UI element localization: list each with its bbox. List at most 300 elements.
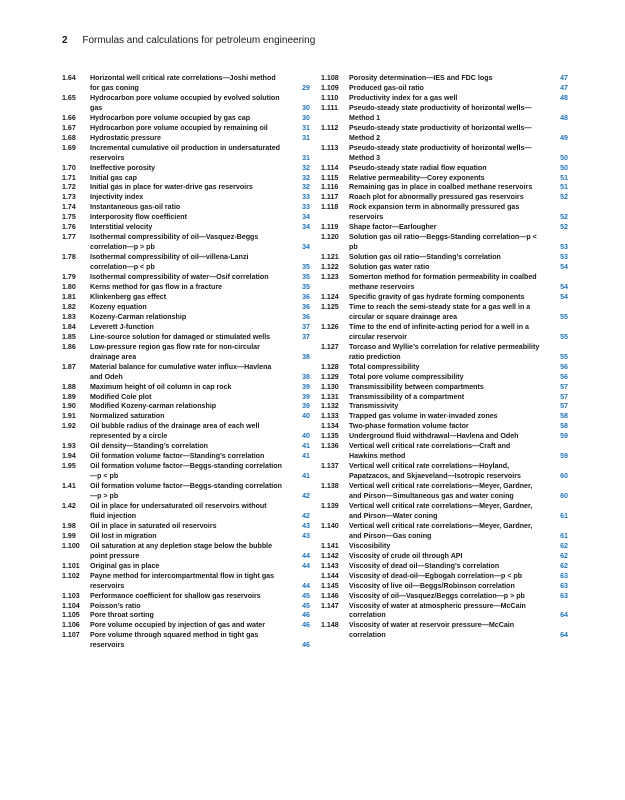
toc-entry-page-link[interactable]: 56 bbox=[560, 362, 568, 371]
toc-entry-page-link[interactable]: 33 bbox=[302, 193, 310, 202]
toc-entry-number: 1.116 bbox=[321, 183, 339, 192]
toc-entry-number: 1.126 bbox=[321, 322, 339, 331]
toc-entry-number: 1.66 bbox=[62, 113, 76, 122]
toc-entry-page-link[interactable]: 35 bbox=[302, 273, 310, 282]
toc-entry-title: Initial gas cap bbox=[90, 173, 137, 182]
toc-entry-number: 1.124 bbox=[321, 292, 339, 301]
toc-entry-page-link[interactable]: 40 bbox=[302, 432, 310, 441]
toc-entry-number: 1.42 bbox=[62, 501, 76, 510]
toc-entry-page-link[interactable]: 38 bbox=[302, 372, 310, 381]
toc-entry-page-link[interactable]: 50 bbox=[560, 163, 568, 172]
toc-entry-page-link[interactable]: 59 bbox=[560, 432, 568, 441]
toc-entry-page-link[interactable]: 52 bbox=[560, 223, 568, 232]
toc-entry-title: Oil in place for undersaturated oil reservoirs without fluid injection bbox=[90, 501, 267, 520]
toc-entry[interactable] bbox=[321, 602, 568, 622]
toc-entry[interactable] bbox=[321, 263, 568, 273]
toc-entry-title: Transmissibility of a compartment bbox=[349, 392, 465, 401]
toc-entry-title: Rock expansion term in abnormally pressured gas reservoirs bbox=[349, 203, 520, 222]
toc-entry-page-link[interactable]: 52 bbox=[560, 213, 568, 222]
toc-entry-title: Performance coefficient for shallow gas reservoirs bbox=[90, 591, 261, 600]
toc-entry-title: Horizontal well critical rate correlations—Joshi method for gas coning bbox=[90, 74, 276, 92]
toc-entry[interactable] bbox=[62, 94, 310, 114]
toc-entry-page-link[interactable]: 60 bbox=[560, 472, 568, 481]
toc-entry-number: 1.142 bbox=[321, 551, 339, 560]
toc-entry[interactable] bbox=[62, 273, 310, 283]
toc-entry-number: 1.120 bbox=[321, 233, 339, 242]
toc-entry-number: 1.75 bbox=[62, 213, 76, 222]
toc-entry-number: 1.133 bbox=[321, 412, 339, 421]
toc-entry[interactable] bbox=[62, 74, 310, 94]
toc-entry-title: Pore volume through squared method in tight gas reservoirs bbox=[90, 631, 259, 650]
toc-entry-page-link[interactable]: 57 bbox=[560, 392, 568, 401]
toc-entry-title: Modified Cole plot bbox=[90, 392, 152, 401]
toc-entry-page-link[interactable]: 55 bbox=[560, 352, 568, 361]
toc-entry-number: 1.105 bbox=[62, 611, 80, 620]
toc-entry-number: 1.134 bbox=[321, 422, 339, 431]
toc-entry-title: Hydrostatic pressure bbox=[90, 133, 161, 142]
toc-entry-title: Transmissivity bbox=[349, 402, 399, 411]
toc-entry[interactable] bbox=[321, 124, 568, 144]
toc-entry-page-link[interactable]: 58 bbox=[560, 422, 568, 431]
toc-entry[interactable] bbox=[62, 134, 310, 144]
toc-entry-number: 1.102 bbox=[62, 571, 80, 580]
toc-entry-page-link[interactable]: 60 bbox=[560, 492, 568, 501]
toc-entry-page-link[interactable]: 64 bbox=[560, 631, 568, 640]
toc-entry[interactable] bbox=[62, 183, 310, 193]
toc-entry-number: 1.98 bbox=[62, 521, 76, 530]
toc-entry[interactable] bbox=[321, 223, 568, 233]
toc-entry-page-link[interactable]: 48 bbox=[560, 93, 568, 102]
toc-entry-title: Isothermal compressibility of water—Osif correlation bbox=[90, 273, 269, 282]
toc-entry-number: 1.110 bbox=[321, 93, 339, 102]
toc-entry-number: 1.148 bbox=[321, 621, 339, 630]
toc-entry-number: 1.71 bbox=[62, 173, 76, 182]
toc-entry[interactable] bbox=[62, 592, 310, 602]
toc-entry[interactable] bbox=[62, 313, 310, 323]
toc-entry-title: Viscosity of dead-oil—Egbogah correlation—p < pb bbox=[349, 571, 523, 580]
toc-entry-page-link[interactable]: 39 bbox=[302, 382, 310, 391]
toc-entry-page-link[interactable]: 63 bbox=[560, 591, 568, 600]
toc-entry-page-link[interactable]: 37 bbox=[302, 322, 310, 331]
toc-entry[interactable] bbox=[321, 183, 568, 193]
toc-entry-title: Oil formation volume factor—Beggs-standing correlation—p > pb bbox=[90, 482, 282, 501]
toc-entry-page-link[interactable]: 56 bbox=[560, 372, 568, 381]
toc-entry[interactable] bbox=[321, 432, 568, 442]
toc-entry[interactable] bbox=[321, 402, 568, 412]
toc-entry-number: 1.129 bbox=[321, 372, 339, 381]
toc-entry-page-link[interactable]: 57 bbox=[560, 382, 568, 391]
toc-entry[interactable] bbox=[321, 84, 568, 94]
toc-entry[interactable] bbox=[321, 373, 568, 383]
toc-entry-title: Relative permeability—Corey exponents bbox=[349, 173, 485, 182]
toc-entry-page-link[interactable]: 63 bbox=[560, 581, 568, 590]
toc-entry[interactable] bbox=[321, 363, 568, 373]
toc-entry-number: 1.94 bbox=[62, 452, 76, 461]
toc-entry-title: Leverett J-function bbox=[90, 322, 154, 331]
toc-entry[interactable] bbox=[62, 383, 310, 393]
toc-entry-number: 1.88 bbox=[62, 382, 76, 391]
page-header bbox=[62, 35, 315, 46]
toc-entry[interactable] bbox=[321, 193, 568, 203]
toc-entry[interactable] bbox=[321, 542, 568, 552]
toc-entry-title: Vertical well critical rate correlations—Craft and Hawkins method bbox=[349, 442, 511, 461]
toc-entry-title: Productivity index for a gas well bbox=[349, 93, 458, 102]
toc-entry-title: Incremental cumulative oil production in undersaturated reservoirs bbox=[90, 143, 280, 162]
toc-entry-title: Somerton method for formation permeability in coalbed methane reservoirs bbox=[349, 273, 537, 292]
toc-entry-number: 1.108 bbox=[321, 74, 339, 82]
toc-entry-number: 1.145 bbox=[321, 581, 339, 590]
toc-entry-number: 1.83 bbox=[62, 312, 76, 321]
toc-entry-title: Transmissibility between compartments bbox=[349, 382, 484, 391]
toc-entry[interactable] bbox=[321, 164, 568, 174]
toc-entry-number: 1.87 bbox=[62, 362, 76, 371]
toc-entry-title: Kozeny-Carman relationship bbox=[90, 312, 187, 321]
toc-entry-page-link[interactable]: 35 bbox=[302, 263, 310, 272]
toc-entry-page-link[interactable]: 61 bbox=[560, 531, 568, 540]
toc-entry-page-link[interactable]: 44 bbox=[302, 551, 310, 560]
toc-entry-number: 1.103 bbox=[62, 591, 80, 600]
toc-entry-page-link[interactable]: 54 bbox=[560, 263, 568, 272]
toc-entry-page-link[interactable]: 43 bbox=[302, 521, 310, 530]
toc-entry-title: Viscosity of water at reservoir pressure—McCain correlation bbox=[349, 621, 515, 640]
toc-entry-page-link[interactable]: 41 bbox=[302, 442, 310, 451]
toc-entry[interactable] bbox=[62, 323, 310, 333]
toc-entry[interactable] bbox=[62, 452, 310, 462]
toc-entry-title: Hydrocarbon pore volume occupied by gas cap bbox=[90, 113, 251, 122]
toc-entry-title: Time to reach the semi-steady state for a gas well in a circular or square drainage area bbox=[349, 302, 531, 321]
toc-entry-number: 1.112 bbox=[321, 123, 339, 132]
toc-entry-page-link[interactable]: 51 bbox=[560, 183, 568, 192]
toc-entry-page-link[interactable]: 49 bbox=[560, 133, 568, 142]
toc-entry[interactable] bbox=[62, 144, 310, 164]
toc-entry-page-link[interactable]: 34 bbox=[302, 243, 310, 252]
toc-entry-title: Vertical well critical rate correlations—Hoyland, Papatzacos, and Skjaeveland—Isotropic reservoirs bbox=[349, 462, 521, 481]
toc-entry-title: Oil formation volume factor—Beggs-standing correlation—p < pb bbox=[90, 462, 282, 481]
toc-entry-title: Material balance for cumulative water influx—Havlena and Odeh bbox=[90, 362, 272, 381]
toc-entry[interactable] bbox=[62, 174, 310, 184]
toc-entry-title: Viscosibility bbox=[349, 541, 391, 550]
toc-entry[interactable] bbox=[321, 482, 568, 502]
toc-entry-number: 1.101 bbox=[62, 561, 80, 570]
toc-entry[interactable] bbox=[62, 611, 310, 621]
toc-entry-number: 1.73 bbox=[62, 193, 76, 202]
toc-entry[interactable] bbox=[321, 174, 568, 184]
toc-entry-title: Vertical well critical rate correlations—Meyer, Gardner, and Pirson—Gas coning bbox=[349, 521, 533, 540]
toc-entry-title: Pore volume occupied by injection of gas and water bbox=[90, 621, 266, 630]
toc-entry-number: 1.99 bbox=[62, 531, 76, 540]
toc-entry-page-link[interactable]: 41 bbox=[302, 452, 310, 461]
toc-entry-page-link[interactable]: 31 bbox=[302, 123, 310, 132]
toc-entry[interactable] bbox=[62, 502, 310, 522]
toc-entry[interactable] bbox=[321, 422, 568, 432]
toc-entry[interactable] bbox=[62, 542, 310, 562]
toc-entry[interactable] bbox=[321, 393, 568, 403]
toc-entry-title: Interporosity flow coefficient bbox=[90, 213, 187, 222]
toc-entry-number: 1.114 bbox=[321, 163, 339, 172]
toc-entry-page-link[interactable]: 44 bbox=[302, 581, 310, 590]
toc-entry-title: Viscosity of dead oil—Standing’s correlation bbox=[349, 561, 500, 570]
toc-entry-page-link[interactable]: 30 bbox=[302, 103, 310, 112]
toc-entry[interactable] bbox=[62, 602, 310, 612]
toc-entry-page-link[interactable]: 61 bbox=[560, 511, 568, 520]
toc-entry-number: 1.136 bbox=[321, 442, 339, 451]
toc-entry[interactable] bbox=[62, 631, 310, 651]
toc-entry-page-link[interactable]: 37 bbox=[302, 332, 310, 341]
toc-entry-page-link[interactable]: 43 bbox=[302, 531, 310, 540]
toc-entry-page-link[interactable]: 59 bbox=[560, 452, 568, 461]
toc-entry[interactable] bbox=[62, 482, 310, 502]
toc-entry-number: 1.125 bbox=[321, 302, 339, 311]
toc-entry-number: 1.91 bbox=[62, 412, 76, 421]
toc-entry-title: Pore throat sorting bbox=[90, 611, 154, 620]
toc-entry[interactable] bbox=[321, 383, 568, 393]
toc-entry-page-link[interactable]: 42 bbox=[302, 511, 310, 520]
toc-entry-title: Shape factor—Earlougher bbox=[349, 223, 437, 232]
toc-entry[interactable] bbox=[321, 74, 568, 84]
toc-entry[interactable] bbox=[62, 442, 310, 452]
toc-entry[interactable] bbox=[62, 621, 310, 631]
toc-entry-page-link[interactable]: 33 bbox=[302, 203, 310, 212]
toc-entry-title: Underground fluid withdrawal—Havlena and Odeh bbox=[349, 432, 519, 441]
toc-entry-title: Kerns method for gas flow in a fracture bbox=[90, 283, 223, 292]
toc-entry-title: Interstitial velocity bbox=[90, 223, 153, 232]
toc-entry[interactable] bbox=[62, 164, 310, 174]
toc-entry[interactable] bbox=[321, 293, 568, 303]
toc-entry-page-link[interactable]: 54 bbox=[560, 292, 568, 301]
toc-entry-page-link[interactable]: 45 bbox=[302, 591, 310, 600]
toc-entry-number: 1.107 bbox=[62, 631, 80, 640]
toc-entry[interactable] bbox=[321, 572, 568, 582]
toc-entry[interactable] bbox=[62, 253, 310, 273]
toc-entry[interactable] bbox=[321, 233, 568, 253]
toc-entry-page-link[interactable]: 46 bbox=[302, 611, 310, 620]
toc-entry-number: 1.82 bbox=[62, 302, 76, 311]
toc-entry-title: Time to the end of infinite-acting period for a well in a circular reservoir bbox=[349, 322, 529, 341]
toc-entry-title: Oil saturation at any depletion stage below the bubble point pressure bbox=[90, 541, 273, 560]
toc-entry[interactable] bbox=[321, 502, 568, 522]
toc-entry-page-link[interactable]: 42 bbox=[302, 492, 310, 501]
toc-entry-title: Kozeny equation bbox=[90, 302, 147, 311]
toc-entry-page-link[interactable]: 36 bbox=[302, 312, 310, 321]
toc-entry-number: 1.100 bbox=[62, 541, 80, 550]
toc-entry-page-link[interactable]: 54 bbox=[560, 283, 568, 292]
toc-entry[interactable] bbox=[321, 343, 568, 363]
toc-entry[interactable] bbox=[62, 124, 310, 134]
toc-entry[interactable] bbox=[321, 412, 568, 422]
toc-entry-number: 1.93 bbox=[62, 442, 76, 451]
toc-entry-number: 1.106 bbox=[62, 621, 80, 630]
toc-entry-number: 1.115 bbox=[321, 173, 339, 182]
toc-entry-title: Produced gas-oil ratio bbox=[349, 83, 424, 92]
toc-entry-page-link[interactable]: 36 bbox=[302, 292, 310, 301]
toc-entry-page-link[interactable]: 51 bbox=[560, 173, 568, 182]
toc-entry-page-link[interactable]: 55 bbox=[560, 312, 568, 321]
toc-entry-page-link[interactable]: 40 bbox=[302, 412, 310, 421]
toc-entry[interactable] bbox=[62, 303, 310, 313]
toc-entry-number: 1.143 bbox=[321, 561, 339, 570]
toc-entry[interactable] bbox=[62, 223, 310, 233]
toc-entry-page-link[interactable]: 30 bbox=[302, 113, 310, 122]
toc-entry-page-link[interactable]: 45 bbox=[302, 601, 310, 610]
toc-entry[interactable] bbox=[321, 582, 568, 592]
toc-entry-title: Viscosity of live oil—Beggs/Robinson correlation bbox=[349, 581, 515, 590]
toc-entry-title: Specific gravity of gas hydrate forming components bbox=[349, 292, 525, 301]
toc-entry-title: Original gas in place bbox=[90, 561, 160, 570]
toc-entry[interactable] bbox=[62, 572, 310, 592]
toc-entry[interactable] bbox=[62, 412, 310, 422]
toc-entry-page-link[interactable]: 46 bbox=[302, 641, 310, 650]
toc-entry-page-link[interactable]: 35 bbox=[302, 283, 310, 292]
toc-entry-page-link[interactable]: 44 bbox=[302, 561, 310, 570]
toc-entry-number: 1.109 bbox=[321, 83, 339, 92]
toc-entry-page-link[interactable]: 34 bbox=[302, 213, 310, 222]
toc-entry[interactable] bbox=[321, 592, 568, 602]
toc-left-column bbox=[62, 74, 310, 651]
toc-entry[interactable] bbox=[62, 363, 310, 383]
toc-entry-page-link[interactable]: 32 bbox=[302, 173, 310, 182]
toc-right-column bbox=[321, 74, 568, 641]
toc-entry-page-link[interactable]: 31 bbox=[302, 133, 310, 142]
toc-entry-number: 1.74 bbox=[62, 203, 76, 212]
toc-entry[interactable] bbox=[62, 532, 310, 542]
toc-entry-title: Oil formation volume factor—Standing’s correlation bbox=[90, 452, 265, 461]
toc-entry[interactable] bbox=[321, 462, 568, 482]
toc-entry-title: Porosity determination—IES and FDC logs bbox=[349, 74, 493, 82]
toc-entry-number: 1.138 bbox=[321, 482, 339, 491]
toc-entry-title: Line-source solution for damaged or stimulated wells bbox=[90, 332, 271, 341]
toc-entry-title: Solution gas oil ratio—Standing’s correlation bbox=[349, 253, 501, 262]
toc-entry-number: 1.68 bbox=[62, 133, 76, 142]
toc-entry[interactable] bbox=[321, 273, 568, 293]
toc-entry[interactable] bbox=[321, 144, 568, 164]
toc-entry-title: Hydrocarbon pore volume occupied by evolved solution gas bbox=[90, 93, 280, 112]
toc-entry-title: Modified Kozeny-carman relationship bbox=[90, 402, 217, 411]
toc-entry-page-link[interactable]: 63 bbox=[560, 571, 568, 580]
toc-entry-page-link[interactable]: 55 bbox=[560, 332, 568, 341]
toc-entry[interactable] bbox=[62, 283, 310, 293]
toc-entry[interactable] bbox=[321, 323, 568, 343]
toc-entry[interactable] bbox=[321, 104, 568, 124]
toc-entry[interactable] bbox=[62, 562, 310, 572]
toc-entry-page-link[interactable]: 58 bbox=[560, 412, 568, 421]
toc-entry[interactable] bbox=[62, 522, 310, 532]
toc-entry-number: 1.78 bbox=[62, 253, 76, 262]
toc-entry-page-link[interactable]: 52 bbox=[560, 193, 568, 202]
toc-entry-page-link[interactable]: 32 bbox=[302, 163, 310, 172]
toc-entry[interactable] bbox=[62, 462, 310, 482]
toc-entry-number: 1.85 bbox=[62, 332, 76, 341]
toc-entry-page-link[interactable]: 62 bbox=[560, 541, 568, 550]
toc-entry-page-link[interactable]: 50 bbox=[560, 153, 568, 162]
toc-entry[interactable] bbox=[62, 114, 310, 124]
toc-entry-page-link[interactable]: 39 bbox=[302, 392, 310, 401]
toc-entry-number: 1.89 bbox=[62, 392, 76, 401]
toc-entry[interactable] bbox=[321, 522, 568, 542]
toc-entry-number: 1.147 bbox=[321, 601, 339, 610]
toc-entry-title: Viscosity of water at atmospheric pressure—McCain correlation bbox=[349, 601, 526, 620]
toc-entry-page-link[interactable]: 62 bbox=[560, 551, 568, 560]
toc-entry-page-link[interactable]: 41 bbox=[302, 472, 310, 481]
toc-entry-title: Trapped gas volume in water-invaded zones bbox=[349, 412, 498, 421]
toc-entry-title: Ineffective porosity bbox=[90, 163, 156, 172]
toc-entry[interactable] bbox=[62, 203, 310, 213]
toc-entry-page-link[interactable]: 47 bbox=[560, 74, 568, 82]
toc-entry-title: Pseudo-steady state productivity of horizontal wells—Method 1 bbox=[349, 103, 532, 122]
toc-entry[interactable] bbox=[62, 343, 310, 363]
toc-entry[interactable] bbox=[62, 393, 310, 403]
toc-entry-number: 1.137 bbox=[321, 462, 339, 471]
toc-entry-title: Payne method for intercompartmental flow in tight gas reservoirs bbox=[90, 571, 275, 590]
toc-entry-title: Pseudo-steady state productivity of horizontal wells—Method 2 bbox=[349, 123, 532, 142]
toc-entry-page-link[interactable]: 48 bbox=[560, 113, 568, 122]
toc-entry-page-link[interactable]: 34 bbox=[302, 223, 310, 232]
toc-entry-number: 1.86 bbox=[62, 342, 76, 351]
toc-entry-title: Torcaso and Wyllie’s correlation for relative permeability ratio prediction bbox=[349, 342, 540, 361]
toc-entry-number: 1.132 bbox=[321, 402, 339, 411]
toc-entry-number: 1.95 bbox=[62, 462, 76, 471]
toc-entry-page-link[interactable]: 36 bbox=[302, 302, 310, 311]
toc-entry-page-link[interactable]: 29 bbox=[302, 83, 310, 92]
toc-entry[interactable] bbox=[321, 253, 568, 263]
toc-entry[interactable] bbox=[321, 621, 568, 641]
toc-entry[interactable] bbox=[321, 442, 568, 462]
toc-entry[interactable] bbox=[321, 552, 568, 562]
toc-entry[interactable] bbox=[62, 193, 310, 203]
toc-entry-number: 1.130 bbox=[321, 382, 339, 391]
toc-entry-page-link[interactable]: 53 bbox=[560, 253, 568, 262]
toc-entry-title: Low-pressure region gas flow rate for non-circular drainage area bbox=[90, 342, 260, 361]
toc-entry[interactable] bbox=[62, 213, 310, 223]
toc-entry-title: Oil in place in saturated oil reservoirs bbox=[90, 521, 217, 530]
toc-entry[interactable] bbox=[62, 402, 310, 412]
toc-entry-number: 1.118 bbox=[321, 203, 339, 212]
toc-entry-page-link[interactable]: 64 bbox=[560, 611, 568, 620]
toc-entry-page-link[interactable]: 57 bbox=[560, 402, 568, 411]
toc-entry[interactable] bbox=[321, 303, 568, 323]
toc-entry-page-link[interactable]: 32 bbox=[302, 183, 310, 192]
toc-entry-title: Isothermal compressibility of oil—villena-Lanzi correlation—p < pb bbox=[90, 253, 249, 272]
toc-entry-page-link[interactable]: 31 bbox=[302, 153, 310, 162]
toc-entry-number: 1.111 bbox=[321, 103, 338, 112]
toc-entry-page-link[interactable]: 53 bbox=[560, 243, 568, 252]
toc-entry-number: 1.122 bbox=[321, 263, 339, 272]
toc-entry-number: 1.77 bbox=[62, 233, 76, 242]
toc-entry-number: 1.67 bbox=[62, 123, 76, 132]
toc-entry[interactable] bbox=[321, 203, 568, 223]
toc-entry[interactable] bbox=[62, 293, 310, 303]
toc-entry-number: 1.127 bbox=[321, 342, 339, 351]
toc-entry-title: Pseudo-steady state radial flow equation bbox=[349, 163, 487, 172]
toc-entry-number: 1.119 bbox=[321, 223, 339, 232]
toc-entry-page-link[interactable]: 46 bbox=[302, 621, 310, 630]
toc-entry-number: 1.113 bbox=[321, 143, 339, 152]
toc-entry-number: 1.90 bbox=[62, 402, 76, 411]
toc-entry-page-link[interactable]: 47 bbox=[560, 83, 568, 92]
toc-entry[interactable] bbox=[321, 94, 568, 104]
toc-entry-number: 1.144 bbox=[321, 571, 339, 580]
toc-entry-page-link[interactable]: 38 bbox=[302, 352, 310, 361]
toc-entry[interactable] bbox=[62, 422, 310, 442]
toc-entry-title: Injectivity index bbox=[90, 193, 144, 202]
toc-entry-number: 1.80 bbox=[62, 283, 76, 292]
toc-entry-title: Hydrocarbon pore volume occupied by remaining oil bbox=[90, 123, 268, 132]
toc-entry[interactable] bbox=[321, 562, 568, 572]
toc-entry[interactable] bbox=[62, 233, 310, 253]
toc-entry-page-link[interactable]: 39 bbox=[302, 402, 310, 411]
toc-entry-page-link[interactable]: 62 bbox=[560, 561, 568, 570]
toc-entry[interactable] bbox=[62, 333, 310, 343]
toc-entry-number: 1.117 bbox=[321, 193, 339, 202]
